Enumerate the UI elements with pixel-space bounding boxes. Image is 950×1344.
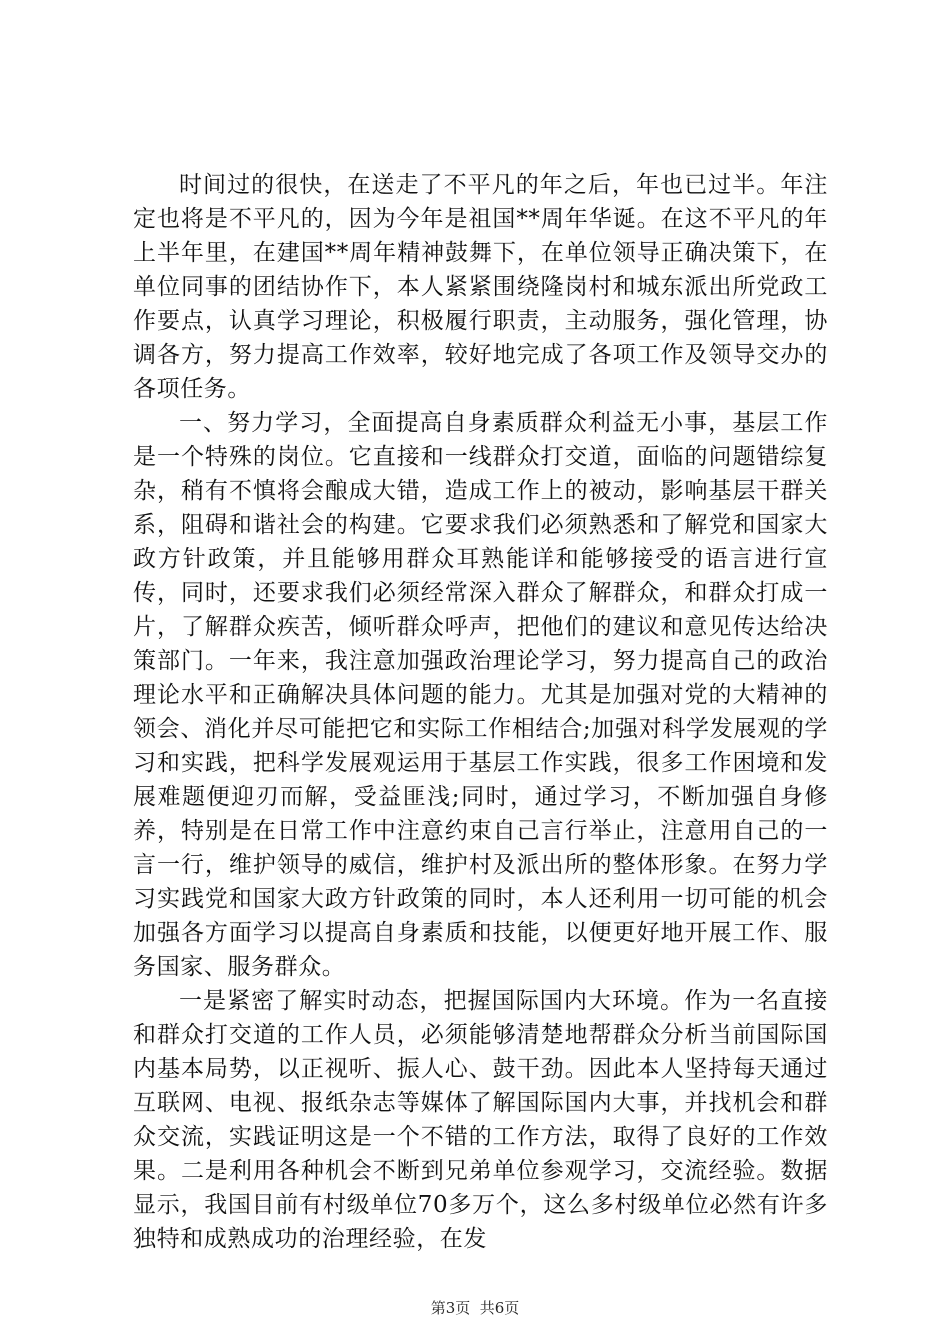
page-footer	[0, 1297, 950, 1318]
paragraph-study: 一、努力学习，全面提高自身素质群众利益无小事，基层工作是一个特殊的岗位。它直接和一线群众打交道，面临的问题错综复杂，稍有不慎将会酿成大错，造成工作上的被动，影响基层干群关系，阻碍和谐社会的构建。它要求我们必须熟悉和了解党和国家大政方针政策，并且能够用群众耳熟能详和能够接受的语言进行宣传，同时，还要求我们必须经常深入群众了解群众，和群众打成一片，了解群众疾苦，倾听群众呼声，把他们的建议和意见传达给决策部门。一年来，我注意加强政治理论学习，努力提高自己的政治理论水平和正确解决具体问题的能力。尤其是加强对党的大精神的领会、消化并尽可能把它和实际工作相结合;加强对科学发展观的学习和实践，把科学发展观运用于基层工作实践，很多工作困境和发展难题便迎刃而解，受益匪浅;同时，通过学习，不断加强自身修养，特别是在日常工作中注意约束自己言行举止，注意用自己的一言一行，维护领导的威信，维护村及派出所的整体形象。在努力学习实践党和国家大政方针政策的同时，本人还利用一切可能的机会加强各方面学习以提高自身素质和技能，以便更好地开展工作、服务国家、服务群众。	[133, 410, 828, 980]
paragraph-intro: 时间过的很快，在送走了不平凡的年之后，年也已过半。年注定也将是不平凡的，因为今年是祖国**周年华诞。在这不平凡的年上半年里，在建国**周年精神鼓舞下，在单位领导正确决策下，在单位同事的团结协作下，本人紧紧围绕隆岗村和城东派出所党政工作要点，认真学习理论，积极履行职责，主动服务，强化管理，协调各方，努力提高工作效率，较好地完成了各项工作及领导交办的各项任务。	[133, 172, 828, 402]
document-body	[133, 168, 828, 1256]
paragraph-dynamics: 一是紧密了解实时动态，把握国际国内大环境。作为一名直接和群众打交道的工作人员，必须能够清楚地帮群众分析当前国际国内基本局势，以正视听、振人心、鼓干劲。因此本人坚持每天通过互联网、电视、报纸杂志等媒体了解国际国内大事，并找机会和群众交流，实践证明这是一个不错的工作方法，取得了良好的工作效果。二是利用各种机会不断到兄弟单位参观学习，交流经验。数据显示，我国目前有村级单位70多万个，这么多村级单位必然有许多独特和成熟成功的治理经验，在发	[133, 988, 828, 1252]
page-number: 第3页 共6页	[430, 1299, 520, 1317]
